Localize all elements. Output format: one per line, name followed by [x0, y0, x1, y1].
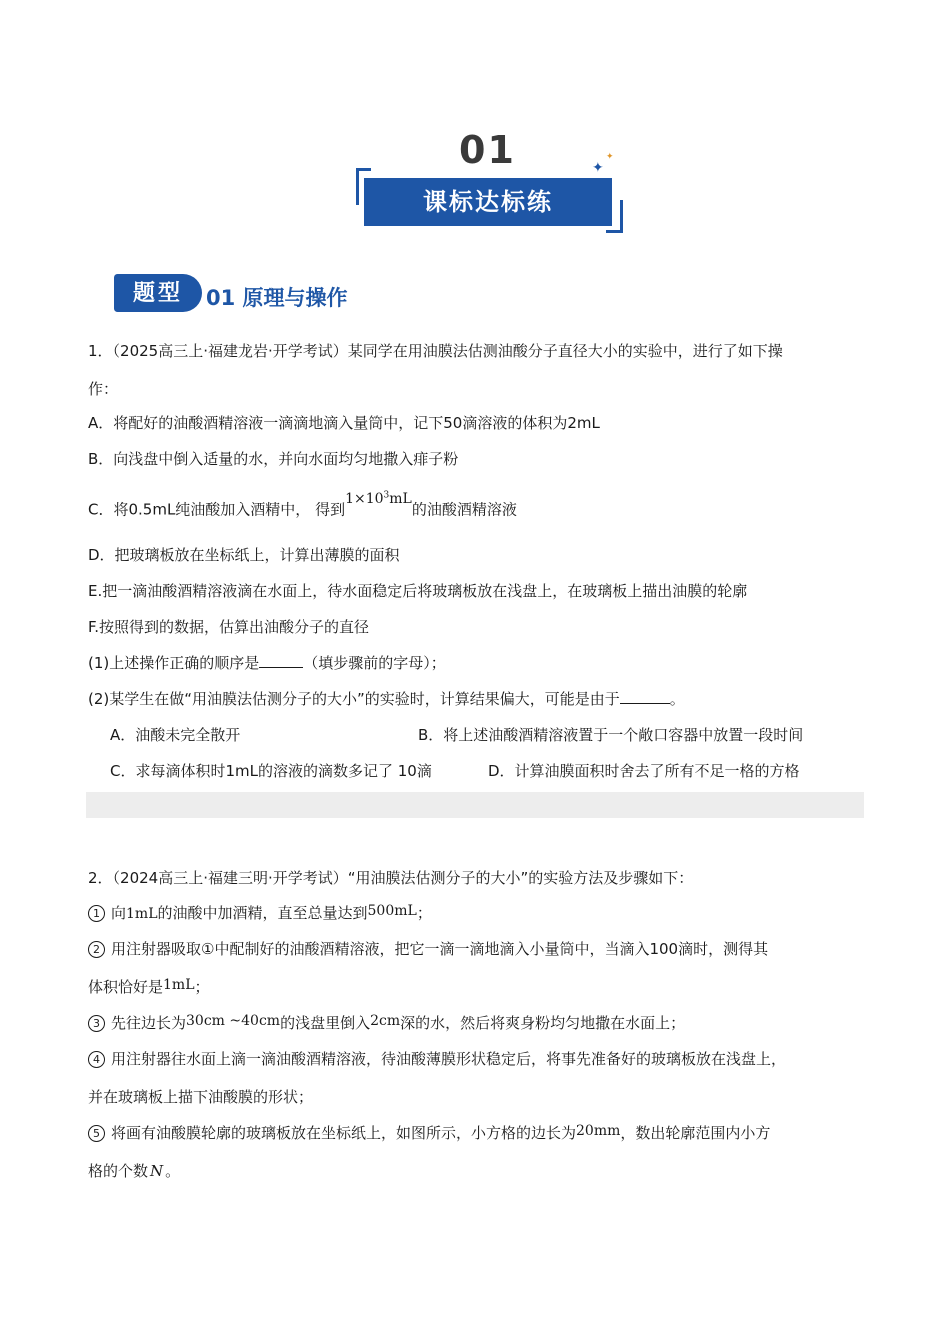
q2-s1-math1: 1mL: [126, 906, 158, 922]
sparkle-small-icon: ✦: [606, 152, 614, 162]
q1-step-d: D．把玻璃板放在坐标纸上，计算出薄膜的面积: [88, 546, 400, 564]
q1-step-c: [88, 490, 517, 522]
step-number-circle: 2: [88, 941, 105, 958]
q2-s2b-text: 体积恰好是: [88, 978, 164, 996]
q2-step-4-cont: 并在玻璃板上描下油酸膜的形状；: [88, 1088, 314, 1106]
question-type-badge: 题型: [114, 274, 202, 312]
q1-sub2: [88, 688, 685, 710]
q2-step-1: [88, 902, 432, 925]
q2-s5-post: ，数出轮廓范围内小方: [620, 1124, 771, 1142]
section-number: 01: [459, 128, 516, 172]
q1-step-e: E.把一滴油酸酒精溶液滴在水面上，待水面稳定后将玻璃板放在浅盘上，在玻璃板上描出油膜的轮廓: [88, 582, 748, 600]
q2-s2-text: 用注射器吸取①中配制好的油酸酒精溶液，把它一滴一滴地滴入小量筒中，当滴入100滴时，测得其: [111, 940, 769, 958]
q2-step-2-cont: [88, 976, 210, 999]
q1-sub2-text: (2)某学生在做“用油膜法估测分子的大小”的实验时，计算结果偏大，可能是由于: [88, 690, 620, 708]
step-number-circle: 3: [88, 1015, 105, 1032]
q2-s5b-text: 格的个数: [88, 1162, 149, 1180]
answer-area-bar: [86, 792, 864, 818]
q1-step-b: B．向浅盘中倒入适量的水，并向水面均匀地撒入痱子粉: [88, 450, 459, 468]
q1-option-a: A．油酸未完全散开: [110, 726, 241, 744]
q1-sub2-post: 。: [669, 690, 685, 708]
q2-s2b-post: ；: [194, 978, 210, 996]
q1-option-b: B．将上述油酸酒精溶液置于一个敞口容器中放置一段时间: [418, 726, 804, 744]
q1-step-f: F.按照得到的数据，估算出油酸分子的直径: [88, 618, 369, 636]
q2-s3-mid: 的浅盘里倒入: [280, 1014, 371, 1032]
step-number-circle: 1: [88, 905, 105, 922]
q2-s1-math2: 500mL: [367, 903, 417, 919]
answer-blank[interactable]: [259, 653, 303, 668]
q2-s3-post: 深的水，然后将爽身粉均匀地撒在水面上；: [400, 1014, 686, 1032]
q2-s1-mid: 的油酸中加酒精，直至总量达到: [157, 904, 368, 922]
q1-sub1-text: (1)上述操作正确的顺序是: [88, 654, 260, 672]
step-number-circle: 4: [88, 1051, 105, 1068]
q1-step-c-post: 的油酸酒精溶液: [411, 500, 517, 519]
q1-stem-line1: 1．（2025高三上·福建龙岩·开学考试）某同学在用油膜法估测油酸分子直径大小的实验中，进行了如下操: [88, 342, 783, 360]
q1-stem-line2: 作：: [88, 380, 119, 398]
q1-option-d: D．计算油膜面积时舍去了所有不足一格的方格: [488, 762, 800, 780]
q1-step-c-math: [345, 491, 412, 507]
q2-step-3: [88, 1012, 685, 1035]
section-title: 课标达标练: [364, 178, 612, 226]
q2-s3-math1: 30cm ~40cm: [186, 1013, 281, 1029]
q2-step-4: [88, 1048, 786, 1070]
q1-option-c: C．求每滴体积时1mL的溶液的滴数多记了 10滴: [110, 762, 432, 780]
answer-blank[interactable]: [620, 689, 670, 704]
q2-s5b-post: 。: [165, 1162, 181, 1180]
q2-s3-text: 先往边长为: [111, 1014, 187, 1032]
q2-stem: 2．（2024高三上·福建三明·开学考试）“用油膜法估测分子的大小”的实验方法及步骤如下：: [88, 869, 694, 887]
q1-sub1-post: （填步骤前的字母）；: [303, 654, 446, 672]
q1-sub1: [88, 652, 446, 674]
q2-s3-math2: 2cm: [370, 1013, 401, 1029]
q2-s1-text: 向: [111, 904, 127, 922]
step-number-circle: 5: [88, 1125, 105, 1142]
q2-step-2: [88, 938, 768, 960]
q2-s1-post: ；: [416, 904, 432, 922]
q2-s5b-var: N: [150, 1162, 164, 1180]
q2-s5-math: 20mm: [576, 1123, 621, 1139]
math-exponent: 3: [383, 490, 390, 500]
math-base: 1×10: [345, 490, 384, 507]
q2-s5-text: 将画有油酸膜轮廓的玻璃板放在坐标纸上，如图所示，小方格的边长为: [111, 1124, 577, 1142]
q2-s4-text: 用注射器往水面上滴一滴油酸酒精溶液，待油酸薄膜形状稳定后，将事先准备好的玻璃板放在浅盘上，: [111, 1050, 787, 1068]
sparkle-icon: ✦: [592, 160, 604, 176]
q2-step-5-cont: [88, 1160, 180, 1182]
q2-step-5: [88, 1122, 770, 1145]
math-unit: mL: [389, 490, 412, 507]
question-type-title: 01 原理与操作: [206, 286, 348, 310]
q1-step-a: A．将配好的油酸酒精溶液一滴滴地滴入量筒中，记下50滴溶液的体积为2mL: [88, 414, 600, 432]
q1-step-c-text: C．将0.5mL纯油酸加入酒精中， 得到: [88, 500, 346, 519]
q2-s2b-math: 1mL: [163, 977, 195, 993]
